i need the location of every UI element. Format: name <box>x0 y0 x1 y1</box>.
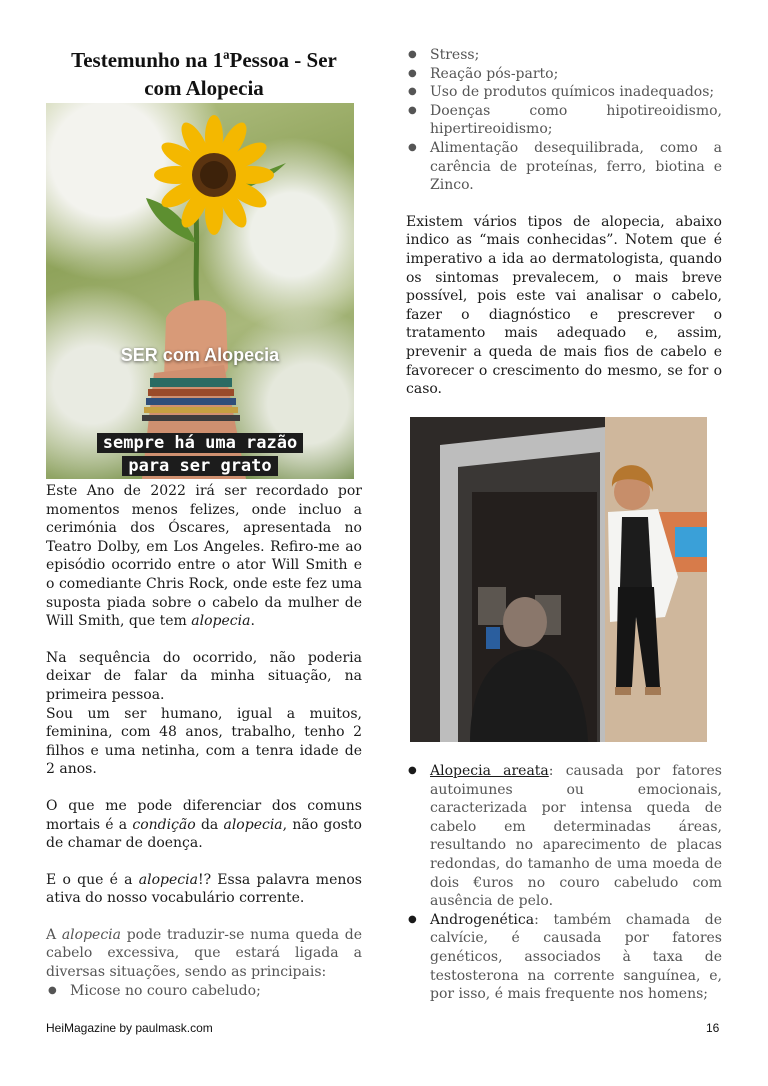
sunflower-photo <box>46 103 354 479</box>
paragraph-1: Este Ano de 2022 irá ser recordado por momentos menos felizes, onde incluo a cerimónia dos Óscares, apresentada no Teatro Dolby, em Los Angeles. Refiro-me ao episódio ocorrido entre o ator Will Smith e o comediante Chris Rock, onde este fez uma suposta piada sobre o cabelo da mulher de Will Smith, que tem alopecia. <box>46 483 362 630</box>
list-item: ● Stress; <box>406 46 722 65</box>
paragraph-2: Na sequência do ocorrido, não poderia deixar de falar da minha situação, na primeira pessoa. <box>46 649 362 703</box>
photo-overlay-sub2: para ser grato <box>46 456 354 476</box>
list-item: ● Doenças como hipotireoidismo, hipertireoidismo; <box>406 102 722 139</box>
types-paragraph: Existem vários tipos de alopecia, abaixo indico as “mais conhecidas”. Notem que é imperativo a ida ao dermatologista, quando os sintomas prevalecem, o mais breve possível, pois este vai analisar o cabelo, fazer o diagnóstico e prescrever o tratamento mais adequado e, assim, prevenir a queda de mais fios de cabelo e favorecer o crescimento do mesmo, se for o caso. <box>406 213 722 398</box>
mirror-illustration <box>410 417 707 742</box>
alopecia-types-list <box>406 762 722 1004</box>
paragraph-5: E o que é a alopecia!? Essa palavra menos ativa do nosso vocabulário corrente. <box>46 871 362 907</box>
left-body <box>46 482 362 1000</box>
page-number: 16 <box>706 1021 720 1035</box>
list-item: ● Alopecia areata: causada por fatores autoimunes ou emocionais, caracterizada por intensa queda de cabelo em determinadas áreas, resultando no aparecimento de placas redondas, do tamanho de uma moeda de dois €uros no couro cabeludo com ausência de pelo. <box>406 762 722 911</box>
list-item: ● Micose no couro cabeludo; <box>46 982 362 1001</box>
paragraph-3: Sou um ser humano, igual a muitos, feminina, com 48 anos, trabalho, tenho 2 filhos e uma netinha, com a tenra idade de 2 anos. <box>46 705 362 778</box>
cause-list-right <box>406 46 722 195</box>
paragraph-6: A alopecia pode traduzir-se numa queda de cabelo excessiva, que estará ligada a diversas situações, sendo as principais: <box>46 926 362 981</box>
right-lower <box>406 762 722 1004</box>
paragraph-4: O que me pode diferenciar dos comuns mortais é a condição da alopecia, não gosto de chamar de doença. <box>46 797 362 852</box>
left-column <box>46 46 362 106</box>
cause-list-left <box>46 982 362 1001</box>
mirror-photo <box>410 417 707 742</box>
type-label: Alopecia areata <box>430 763 549 779</box>
list-item: ● Reação pós-parto; <box>406 65 722 84</box>
list-item: ● Alimentação desequilibrada, como a carência de proteínas, ferro, biotina e Zinco. <box>406 139 722 195</box>
photo-overlay-title: SER com Alopecia <box>120 345 280 365</box>
type-label: Androgenética <box>430 911 535 928</box>
right-column <box>406 46 722 399</box>
photo-overlay-sub1: sempre há uma razão <box>46 433 354 453</box>
list-item: ● Androgenética: também chamada de calvície, é causada por fatores genéticos, associados à taxa de testosterona na corrente sanguínea, e, por isso, é mais frequente nos homens; <box>406 911 722 1004</box>
footer-publisher: HeiMagazine by paulmask.com <box>46 1021 213 1035</box>
list-item: ● Uso de produtos químicos inadequados; <box>406 83 722 102</box>
article-title: Testemunho na 1ªPessoa - Ser com Alopecia <box>71 48 337 100</box>
sunflower-illustration <box>46 103 354 479</box>
